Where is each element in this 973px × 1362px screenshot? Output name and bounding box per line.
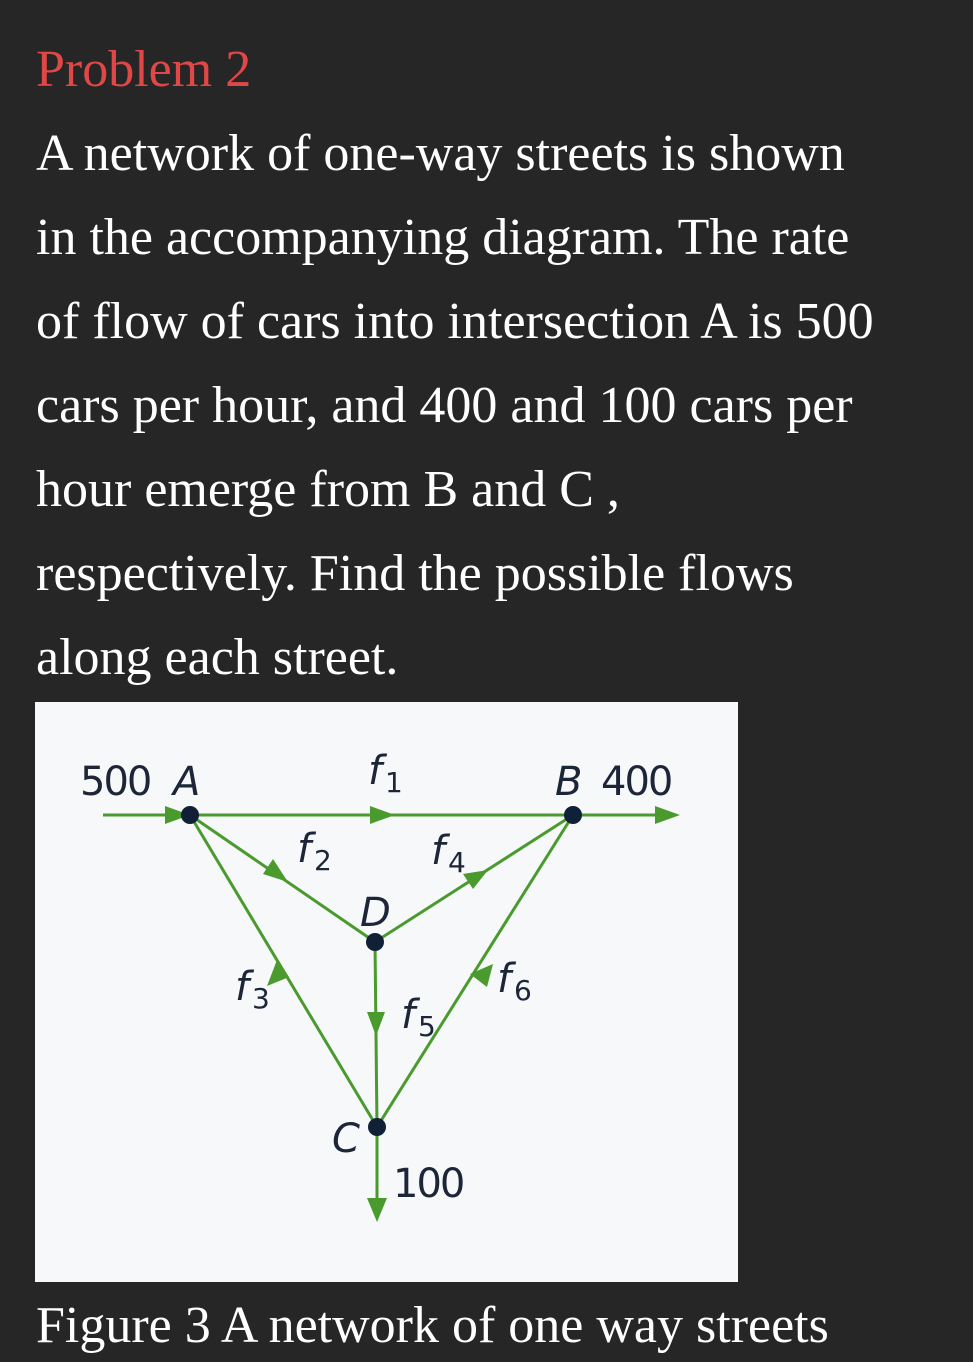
node-a xyxy=(181,806,199,824)
figure-caption: Figure 3 A network of one way streets xyxy=(36,1297,829,1354)
arrow-f6 xyxy=(470,964,493,987)
statement-line: hour emerge from B and C , xyxy=(36,461,620,518)
street-network-figure xyxy=(35,702,738,1282)
statement-line: cars per hour, and 400 and 100 cars per xyxy=(36,377,853,434)
statement-line: of flow of cars into intersection A is 500 xyxy=(36,293,874,350)
edge-label-f1: f xyxy=(368,748,381,794)
node-c xyxy=(368,1118,386,1136)
edge-sub-f5: 5 xyxy=(418,1010,436,1043)
arrow-f4 xyxy=(463,870,488,889)
outflow-b-value: 400 xyxy=(601,759,672,805)
node-b xyxy=(564,806,582,824)
edge-label-f6: f xyxy=(497,956,510,1002)
edge-sub-f1: 1 xyxy=(385,766,403,799)
arrow-outflow-c xyxy=(367,1198,387,1222)
statement-line: A network of one-way streets is shown xyxy=(36,125,845,182)
problem-statement xyxy=(36,112,956,700)
problem-title: Problem 2 xyxy=(36,41,252,98)
edge-sub-f4: 4 xyxy=(448,846,466,879)
node-c-label: C xyxy=(332,1116,358,1162)
arrow-f3 xyxy=(267,960,289,986)
edge-label-f4: f xyxy=(431,828,444,874)
arrow-f5 xyxy=(367,1012,385,1036)
edge-label-f3: f xyxy=(235,964,248,1010)
arrow-f1 xyxy=(370,806,395,824)
edge-label-f5: f xyxy=(401,992,414,1038)
street-network-diagram xyxy=(35,702,738,1282)
node-b-label: B xyxy=(555,759,581,805)
edge-sub-f2: 2 xyxy=(314,844,332,877)
node-a-label: A xyxy=(173,759,199,805)
edge-sub-f3: 3 xyxy=(252,982,270,1015)
outflow-c-value: 100 xyxy=(393,1161,464,1207)
statement-line: along each street. xyxy=(36,629,399,686)
edge-label-f2: f xyxy=(297,826,310,872)
street-edges xyxy=(103,815,665,1204)
arrow-outflow-b xyxy=(655,806,680,824)
edge-sub-f6: 6 xyxy=(514,974,532,1007)
inflow-a-value: 500 xyxy=(80,759,151,805)
statement-line: respectively. Find the possible flows xyxy=(36,545,794,602)
street-f6 xyxy=(377,815,573,1127)
node-d-label: D xyxy=(360,890,389,936)
statement-line: in the accompanying diagram. The rate xyxy=(36,209,850,266)
arrow-f2 xyxy=(263,859,288,882)
